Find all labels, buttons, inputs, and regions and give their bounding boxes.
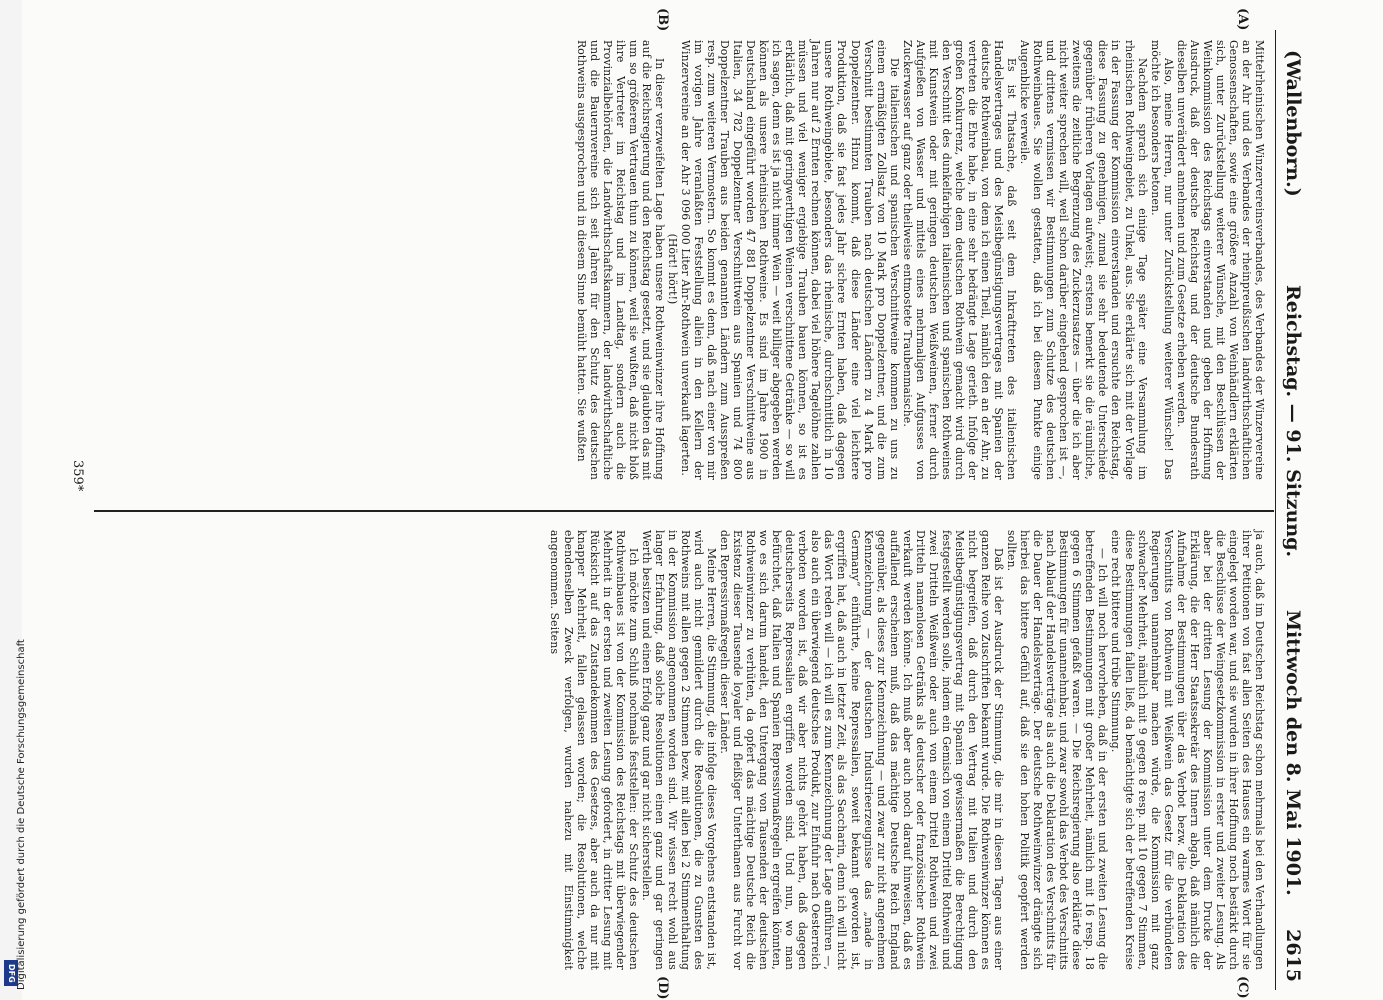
digitization-credit: Digitalisierung gefördert durch die Deutsche Forschungsgemeinschaft	[16, 639, 27, 990]
speaker-name: (Wallenborn.)	[1282, 50, 1304, 197]
footer-page-number: 359*	[70, 460, 85, 492]
paragraph: ja auch, daß im Deutschen Reichstag schon mehrmals bei den Verhandlungen ihrer Petitionen von fast allen Seiten des Hauses ein warmes Wort für sie eingelegt worden war, und sie wurden in ihrer Hoffnung noch bestärkt durch die Beschlüsse der Weingesetzkommission in erster und zweiter Lesung. Als aber bei der dritten Lesung der Kommission unter dem Drucke der Erklärung, die der Herr Staatssekretär des Innern abgab, daß nämlich die Aufnahme der Bestimmungen über das Verbot bezw. die Deklaration des Verschnitts von Rothwein mit Weißwein das Gesetz für die verbündeten Regierungen unannehmbar machen würde, die Kommission mit ganz schwacher Mehrheit, nämlich mit 9 gegen 8 resp. mit 10 gegen 7 Stimmen, diese Bestimmungen fallen ließ, da bemächtigte sich der betreffenden Kreise eine recht bittere und trübe Stimmung.	[1109, 530, 1266, 970]
paragraph: Daß ist der Ausdruck der Stimmung, die mir in diesen Tagen aus einer ganzen Reihe von Zuschriften bekannt wurde. Die Rothweinwinzer können es nicht begreifen, daß durch den Vertrag mit Italien und durch den Meistbegünstigungsvertrag mit Spanien gewissermaßen die Berechtigung festgestellt werden solle, indem ein Gemisch von einem Drittel Rothwein und zwei Dritteln Weißwein oder auch von einem Drittel Rothwein und zwei Dritteln namenlosen Getränks als deutscher oder französischer Rothwein verkauft werden könne. Ich muß aber auch noch darauf hinweisen, daß es auffallend erscheinen muß, daß das mächtige Deutsche Reich England gegenüber, als dieses zur Kennzeichnung — und zwar zur nicht angenehmen Kennzeichnung — der deutschen Industrieerzeugnisse das „made in Germany“ einführte, keine Repressalien, soweit bekannt geworden ist, ergriffen hat, daß auch in letzter Zeit, als das Saccharin, denn ich will nicht das Wort reden will — ich will es zum Kennzeichnung der Lage anführen —, also auch ein überwiegend deutsches Produkt, zur Einfuhr nach Oesterreich verboten worden ist, daß wir aber nichts gehört haben, daß dagegen deutscherseits Repressalien ergriffen worden sind. Und nun, wo man befürchtet, daß Italien und Spanien Repressivmaßregeln ergreifen könnten, wo es sich darum handelt, den Untergang von Tausenden der deutschen Rothweinwinzer zu verhüten, da opfert das mächtige Deutsche Reich die Existenz dieser Tausende loyaler und fleißiger Unterthanen aus Furcht vor den Repressivmaßregeln dieser Länder.	[718, 530, 1006, 970]
paragraph: Es ist Thatsache, daß seit dem Inkrafttreten des italienischen Handelsvertrages und des Meistbegünstigungsvertrages mit Spanien der deutsche Rothweinbau, von dem ich einen Theil, nämlich den an der Ahr, zu vertreten die Ehre habe, in eine sehr bedrängte Lage gerieth. Infolge der großen Konkurrenz, welche dem deutschen Rothwein gemacht wird durch den Verschnitt des dunkelfarbigen italienischen und spanischen Rothweines mit Kunstwein oder mit geringen deutschen Weißweinen, ferner durch Aufgießen von Wasser und mittels eines mehrmaligen Aufgusses von Zuckerwasser auf ganz oder theilweise entmostete Traubenmaische.	[900, 40, 1019, 480]
page-number: 2615	[1282, 929, 1304, 982]
session-date: Mittwoch den 8. Mai 1901.	[1282, 610, 1304, 896]
column-divider	[94, 510, 1274, 512]
paragraph: (Hört! hört!)	[665, 233, 679, 305]
paragraph: Also, meine Herren, nur unter Zurückstellung weiterer Wünsche! Das möchte ich besonders betonen.	[1148, 40, 1175, 480]
margin-marker-b: (B)	[655, 8, 670, 32]
margin-marker-a: (A)	[1235, 8, 1250, 31]
dfg-logo: DFG	[4, 960, 18, 986]
margin-marker-d: (D)	[655, 976, 670, 1000]
paragraph: Mittelrheinischen Winzervereinsverbandes, des Verbandes der Winzervereine an der Ahr und des Verbandes der rheinpreußischen landwirthschaftlichen Genossenschaften, sowie eine größere Anzahl von Weinhändlern erklärten sich, unter Zurückstellung weiterer Wünsche, mit den Beschlüssen der Weinkommission des Reichstags einverstanden und geben der Hoffnung Ausdruck, daß der deutsche Reichstag und der deutsche Bundesrath dieselben unverändert annehmen und zum Gesetze erheben werden.	[1174, 40, 1266, 480]
paragraph: — Ich will noch hervorheben, daß in der ersten und zweiten Lesung die betreffenden Bestimmungen mit großer Mehrheit, nämlich mit 16 resp. 18 gegen 6 Stimmen gefaßt waren. — Die Reichsregierung also erklärte diese Bestimmungen für unannehmbar, und zwar sowohl das Verbot des Verschnitts nach Ablauf der Handelsverträge als auch die Deklaration des Verschnitts für die Dauer der Handelsverträge. Der deutsche Rothweinwinzer drängte sich hierbei das bittere Gefühl auf, daß sie den hohen Politik geopfert werden sollten.	[1005, 530, 1110, 970]
paragraph: In dieser verzweifelten Lage haben unsere Rothweinwinzer ihre Hoffnung auf die Reichsregierung und den Reichstag gesetzt, und sie glaubten das mit um so größerem Vertrauen thun zu können, weil sie wußten, daß nicht bloß ihre Vertreter im Reichstag und im Landtag, sondern auch die Provinzialbehörden, die Landwirthschaftskammern, der landwirthschaftliche und die Bauernvereine sich seit Jahren für den Schutz des deutschen Rothweins ausgesprochen und in diesem Sinne bemüht hatten. Sie wußten	[574, 40, 666, 480]
margin-marker-c: (C)	[1235, 976, 1250, 999]
rotated-page-content	[70, 8, 1310, 1000]
session-title: Reichstag. — 91. Sitzung.	[1282, 285, 1304, 558]
text-column-left	[575, 40, 1266, 480]
paragraph: Die italienischen und spanischen Verschnittweine kommen zu uns zu einem ermäßigten Zollsatz von 10 Mark pro Doppelzentner, und die zum Verschnitt bestimmten Trauben nach deutschen Ländern zu 4 Mark pro Doppelzentner. Hinzu kommt, daß diese Länder eine viel leichtere Produktion, daß sie fast jedes Jahr sichere Ernten haben, daß dagegen unsere Rothweingebiete, besonders das rheinische, durchschnittlich in 10 Jahren nur auf 2 Ernten rechnen können, dabei viel höhere Tagelöhne zahlen müssen und viel weniger ergiebige Trauben bauen können, so ist es erklärlich, daß mit geringwerthigen Weinen verschnittene Getränke — so will ich sagen, denn es ist ja nicht immer Wein — weit billiger abgegeben werden können als unsere rheinischen Rothweine. Es sind im Jahre 1900 in Deutschland eingeführt worden 47 881 Doppelzentner Verschnittweine aus Italien, 34 782 Doppelzentner Verschnittwein aus Spanien und 74 800 Doppelzentner Trauben aus beiden genannten Ländern zum Ausspreßen resp. zum weiteren Vermostern. So kommt es denn, daß nach einer von mir im vorigen Jahre veranlaßten Feststellung allein in den Kellern der Winzervereine an der Ahr 3 096 000 Liter Ahr-Rothwein unverkauft lagerten.	[678, 40, 901, 480]
paragraph: Nachdem sprach sich einige Tage später eine Versammlung im rheinischen Rothweingebiet, zu Unkel, aus. Sie erklärte sich mit der Vorlage in der Fassung der Kommission einverstanden und ersuchte den Reichstag, diese Fassung zu genehmigen, zumal sie sehr bedeutende Unterschiede gegenüber früheren Vorlagen aufweist; erstens bemerkt sie die räumliche, zweitens die zeitliche Begrenzung des Zuckerzusatzes — über die ich aber nicht weiter sprechen will, weil schon darüber eingehend gesprochen ist —, und drittens vermissen wir Bestimmungen zum Schutze des deutschen Rothweinbaues. Sie wollen gestatten, daß ich bei diesem Punkte einige Augenblicke verweile.	[1018, 40, 1149, 480]
digitization-credit-strip	[0, 0, 27, 1000]
text-column-right	[548, 530, 1266, 970]
page-header	[1275, 30, 1310, 990]
paragraph: Ich möchte zum Schluß nochmals feststellen: der Schutz des deutschen Rothweinbaues ist von der Kommission des Reichstags mit überwiegender Mehrheit in der ersten und zweiten Lesung gefordert, in dritter Lesung mit Rücksicht auf das Zustandekommen des Gesetzes, aber auch da nur mit knapper Mehrheit, fallen gelassen worden; die Resolutionen, welche ebendenselben Zweck verfolgen, wurden nahezu mit Einstimmigkeit angenommen. Seitens	[548, 530, 640, 970]
paragraph: Meine Herren, die Stimmung, die infolge dieses Vorgehens entstanden ist, wird auch nicht gemildert durch die Resolutionen, die zu Gunsten des Rothweins mit allen gegen 2 Stimmen bezw. mit allen bei 2 Stimmenthaltung in der Kommission angenommen worden sind. Wir wissen recht wohl aus langer Erfahrung, daß solche Resolutionen einen ganz und gar geringen Werth besitzen und einen Erfolg ganz und gar nicht sicherstellen.	[639, 530, 719, 970]
